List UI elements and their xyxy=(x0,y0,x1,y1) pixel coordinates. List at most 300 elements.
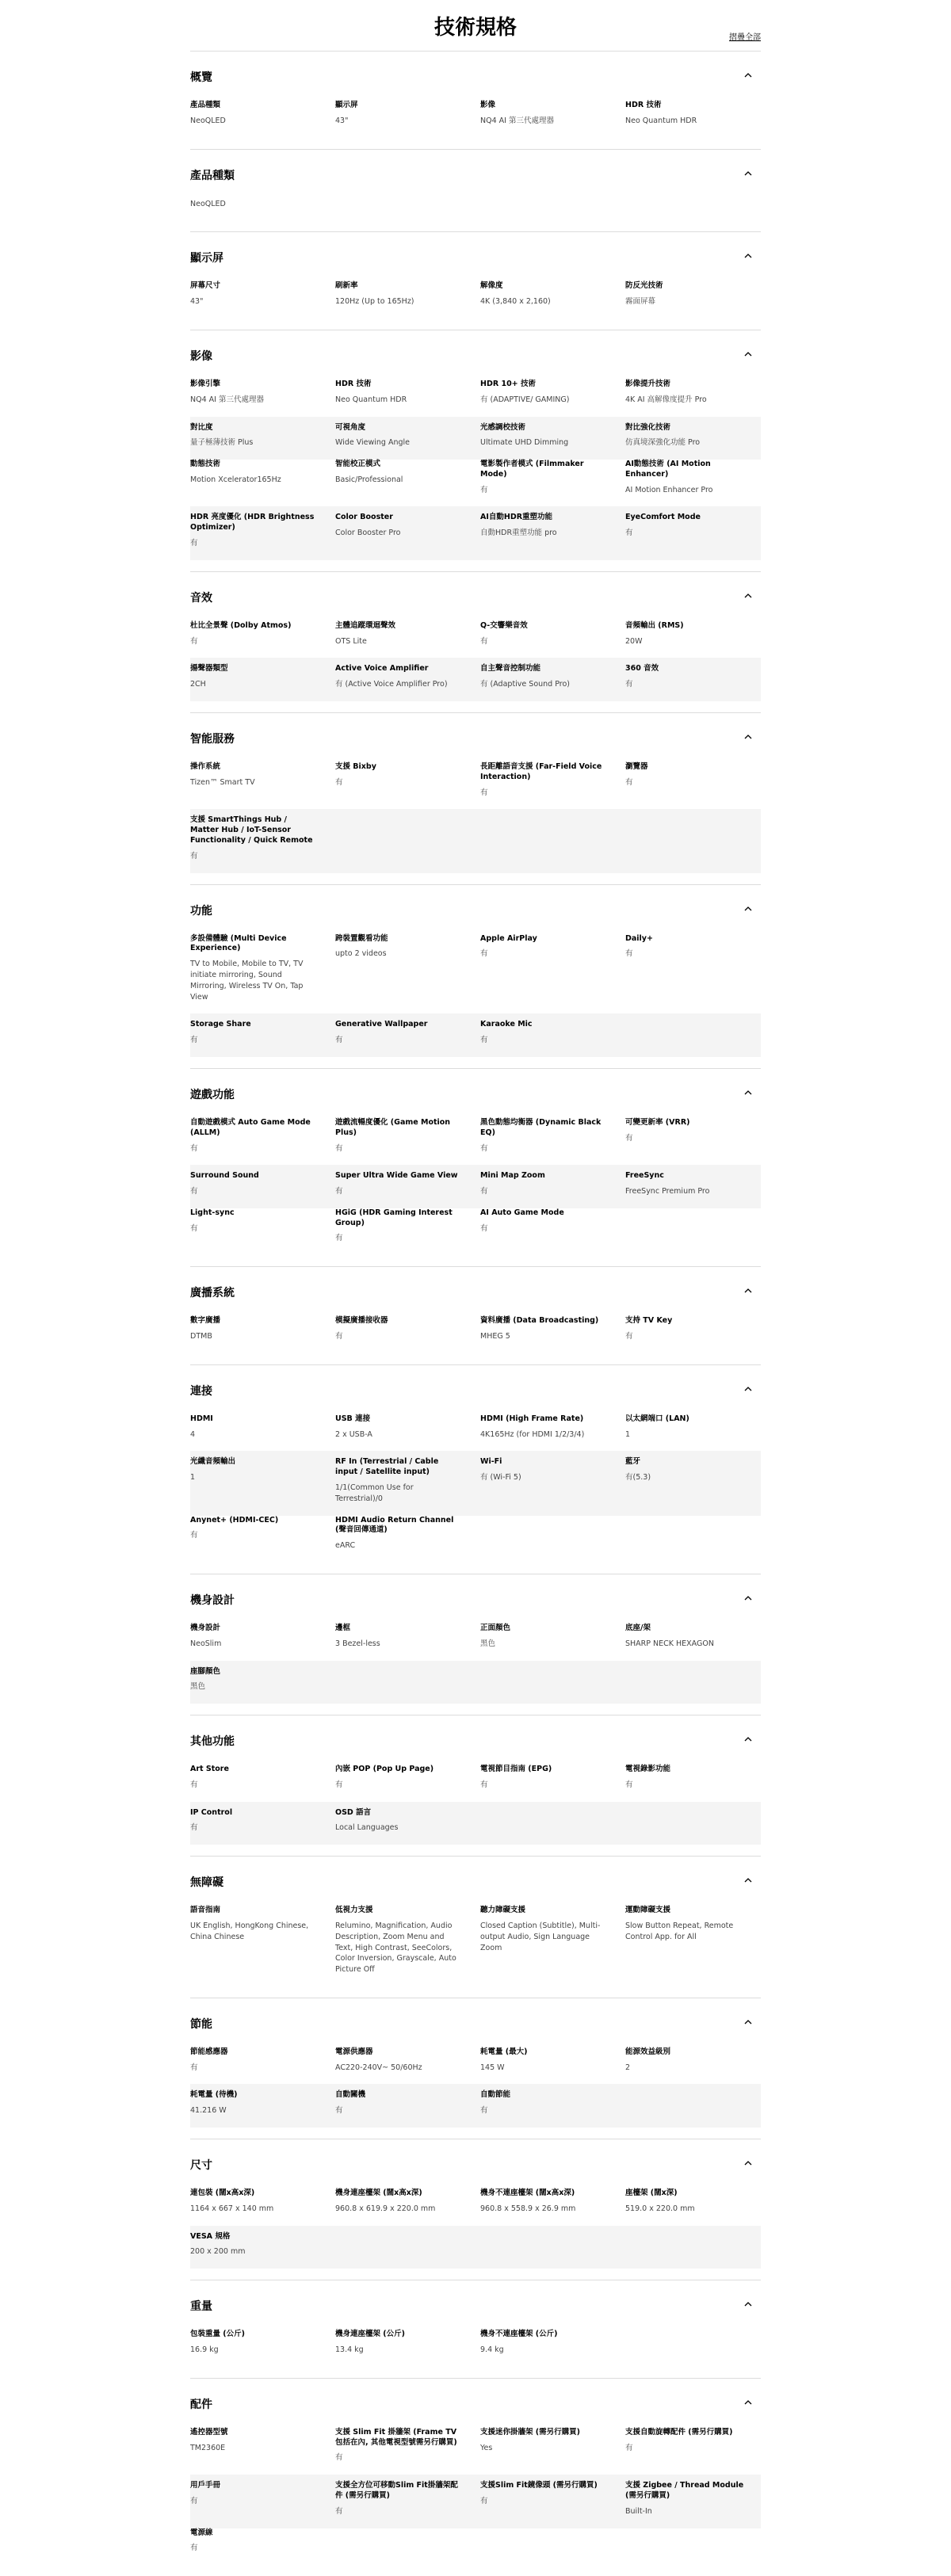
spec-item xyxy=(335,762,471,809)
spec-label: 光纖音頻輸出 xyxy=(190,1457,236,1467)
spec-label: Anynet+ (HDMI-CEC) xyxy=(190,1515,279,1525)
spec-item xyxy=(190,2189,326,2226)
spec-value: Basic/Professional xyxy=(335,475,403,484)
spec-value: 有(5.3) xyxy=(625,1473,651,1483)
spec-item xyxy=(190,1765,326,1802)
spec-value: 1 xyxy=(625,1429,631,1439)
chevron-up-icon[interactable] xyxy=(743,904,753,914)
spec-item xyxy=(480,460,616,506)
spec-label: RF In (Terrestrial / Cable input / Satellite input) xyxy=(335,1457,439,1477)
spec-item xyxy=(190,621,326,658)
spec-label: 自動遊戲模式 Auto Game Mode (ALLM) xyxy=(190,1117,311,1137)
spec-item xyxy=(480,1208,616,1255)
spec-section xyxy=(190,330,761,571)
spec-item xyxy=(480,2330,616,2367)
spec-item xyxy=(190,664,326,701)
spec-item xyxy=(190,1516,326,1563)
spec-item xyxy=(190,762,326,809)
spec-row xyxy=(190,199,761,221)
spec-item xyxy=(480,934,616,1014)
spec-row xyxy=(190,2189,761,2226)
spec-label: 連包裝 (闊x高x深) xyxy=(190,2189,255,2198)
spec-value: 有 (Wi-Fi 5) xyxy=(480,1473,521,1483)
spec-label: Karaoke Mic xyxy=(480,1020,533,1029)
spec-value: Tizen™ Smart TV xyxy=(190,777,255,787)
spec-label: Art Store xyxy=(190,1765,229,1774)
spec-value: 有 xyxy=(335,2506,343,2516)
spec-item xyxy=(190,2481,326,2528)
spec-value: 有 xyxy=(190,1823,198,1833)
spec-label: HDMI Audio Return Channel (聲音回傳通道) xyxy=(335,1515,454,1535)
spec-value: 4K AI 高解像度提升 Pro xyxy=(625,395,707,404)
spec-value: 霧面屏幕 xyxy=(625,297,656,307)
spec-row xyxy=(190,2330,761,2367)
spec-item xyxy=(625,664,761,701)
spec-value: 1 xyxy=(190,1473,196,1483)
spec-label: 對比度 xyxy=(190,422,213,432)
row-padding xyxy=(190,1165,761,1171)
section-title: 廣播系統 xyxy=(190,1287,235,1300)
spec-row xyxy=(190,1906,761,1986)
spec-label: 自主聲音控制功能 xyxy=(480,664,541,674)
spec-value: 145 W xyxy=(480,2063,505,2072)
spec-item xyxy=(480,2189,616,2226)
spec-value: 有 xyxy=(480,1036,488,1045)
spec-section xyxy=(190,1364,761,1574)
spec-item xyxy=(190,1414,326,1452)
spec-row xyxy=(190,417,761,460)
chevron-up-icon[interactable] xyxy=(743,732,753,742)
spec-value: 有 xyxy=(190,2544,198,2553)
spec-row xyxy=(190,762,761,809)
spec-row xyxy=(190,281,761,319)
spec-row xyxy=(190,1165,761,1208)
spec-label: Light-sync xyxy=(190,1208,235,1217)
spec-value: 13.4 kg xyxy=(335,2345,364,2355)
spec-item xyxy=(625,1457,761,1515)
chevron-up-icon[interactable] xyxy=(743,2299,753,2309)
spec-item xyxy=(335,423,471,460)
spec-value: 1164 x 667 x 140 mm xyxy=(190,2204,274,2213)
spec-section xyxy=(190,2280,761,2378)
spec-value: 自動HDR重塑功能 pro xyxy=(480,529,557,538)
spec-label: 遊戲流暢度優化 (Game Motion Plus) xyxy=(335,1117,451,1137)
spec-label: 防反光技術 xyxy=(625,281,663,291)
chevron-up-icon[interactable] xyxy=(743,1593,753,1603)
spec-label: AI自動HDR重塑功能 xyxy=(480,513,553,522)
spec-value: Wide Viewing Angle xyxy=(335,438,411,448)
spec-item xyxy=(335,1808,471,1845)
spec-section xyxy=(190,231,761,330)
spec-value: 有 xyxy=(190,539,198,548)
spec-value: AI Motion Enhancer Pro xyxy=(625,485,713,494)
spec-item xyxy=(625,2047,761,2085)
spec-label: 多設備體驗 (Multi Device Experience) xyxy=(190,933,287,953)
spec-item xyxy=(335,2189,471,2226)
spec-item xyxy=(480,1457,616,1515)
spec-value: 200 x 200 mm xyxy=(190,2247,246,2257)
spec-value: NQ4 AI 第三代處理器 xyxy=(190,395,264,404)
spec-label: 支援 Zigbee / Thread Module (需另行購買) xyxy=(625,2481,744,2500)
section-title: 顯示屏 xyxy=(190,252,223,265)
spec-item xyxy=(190,2232,326,2269)
spec-item xyxy=(480,762,616,809)
spec-label: HGiG (HDR Gaming Interest Group) xyxy=(335,1208,453,1227)
spec-item xyxy=(335,1118,471,1165)
spec-label: 主體追蹤環迴聲效 xyxy=(335,620,396,630)
spec-section xyxy=(190,884,761,1068)
spec-item xyxy=(625,380,761,417)
chevron-up-icon[interactable] xyxy=(743,2398,753,2407)
spec-label: AI動態技術 (AI Motion Enhancer) xyxy=(625,460,711,479)
section-title: 影像 xyxy=(190,349,212,363)
spec-item xyxy=(190,1118,326,1165)
section-title: 尺寸 xyxy=(190,2159,212,2173)
spec-item xyxy=(625,1118,761,1165)
spec-label: 正面顏色 xyxy=(480,1623,511,1632)
spec-row xyxy=(190,1316,761,1353)
spec-value: 4K (3,840 x 2,160) xyxy=(480,297,551,307)
spec-item xyxy=(480,621,616,658)
spec-label: HDMI (High Frame Rate) xyxy=(480,1414,584,1423)
spec-label: 低視力支援 xyxy=(335,1906,373,1915)
spec-value: 量子極薄技術 Plus xyxy=(190,438,254,448)
spec-item xyxy=(480,2481,616,2528)
spec-value: 9.4 kg xyxy=(480,2345,504,2355)
spec-item xyxy=(190,1457,326,1515)
spec-section xyxy=(190,1574,761,1715)
spec-item xyxy=(480,1316,616,1353)
spec-label: 運動障礙支援 xyxy=(625,1906,671,1915)
spec-label: 光感調校技術 xyxy=(480,422,526,432)
chevron-up-icon[interactable] xyxy=(743,591,753,601)
spec-row xyxy=(190,2475,761,2528)
spec-row xyxy=(190,1765,761,1802)
spec-label: Q-交響樂音效 xyxy=(480,620,528,630)
spec-item xyxy=(625,460,761,506)
spec-item xyxy=(335,1020,471,1057)
spec-label: 模擬廣播接收器 xyxy=(335,1316,388,1326)
spec-item xyxy=(335,1171,471,1208)
spec-label: 能源效益級別 xyxy=(625,2047,671,2056)
spec-section xyxy=(190,1715,761,1856)
spec-label: HDR 10+ 技術 xyxy=(480,379,536,388)
chevron-up-icon[interactable] xyxy=(743,71,753,80)
row-padding xyxy=(190,658,761,664)
spec-label: 操作系統 xyxy=(190,762,221,772)
spec-value: MHEG 5 xyxy=(480,1332,510,1341)
spec-row xyxy=(190,658,761,701)
spec-item xyxy=(335,2090,471,2128)
spec-item xyxy=(625,1765,761,1802)
spec-item xyxy=(190,1208,326,1255)
chevron-up-icon[interactable] xyxy=(743,2158,753,2168)
spec-item xyxy=(335,1906,471,1986)
spec-label: 瀏覽器 xyxy=(625,762,648,772)
spec-value: 有 xyxy=(480,636,488,646)
spec-label: 用戶手冊 xyxy=(190,2481,221,2490)
spec-item xyxy=(190,934,326,1014)
spec-item xyxy=(335,2481,471,2528)
spec-item xyxy=(625,1624,761,1661)
spec-label: 內嵌 POP (Pop Up Page) xyxy=(335,1765,434,1774)
spec-value: 有 xyxy=(190,851,198,861)
spec-row xyxy=(190,2226,761,2269)
spec-item xyxy=(190,101,326,138)
spec-label: 智能校正模式 xyxy=(335,460,381,469)
spec-item xyxy=(190,2428,326,2475)
spec-label: Apple AirPlay xyxy=(480,933,537,943)
spec-label: OSD 語言 xyxy=(335,1807,372,1817)
spec-item xyxy=(190,513,326,559)
spec-label: 邊框 xyxy=(335,1623,351,1632)
spec-item xyxy=(480,2428,616,2475)
spec-row xyxy=(190,2428,761,2475)
spec-item xyxy=(480,101,616,138)
spec-value: NeoSlim xyxy=(190,1639,222,1648)
spec-item xyxy=(625,1414,761,1452)
spec-label: Color Booster xyxy=(335,513,393,522)
spec-label: 藍牙 xyxy=(625,1457,641,1467)
spec-label: 聽力障礙支援 xyxy=(480,1906,526,1915)
spec-item xyxy=(625,513,761,559)
spec-item xyxy=(480,2047,616,2085)
spec-value: 黑色 xyxy=(190,1682,206,1692)
spec-label: 支援 Slim Fit 掛牆架 (Frame TV 包括在內, 其他電視型號需另行購買) xyxy=(335,2427,457,2447)
chevron-up-icon[interactable] xyxy=(743,1088,753,1097)
spec-value: 2 x USB-A xyxy=(335,1429,372,1439)
chevron-up-icon[interactable] xyxy=(743,1384,753,1394)
spec-label: 自動節能 xyxy=(480,2090,511,2100)
spec-item xyxy=(335,1624,471,1661)
spec-item xyxy=(335,101,471,138)
spec-item xyxy=(480,2090,616,2128)
row-padding xyxy=(190,417,761,423)
spec-label: 影像 xyxy=(480,101,496,109)
spec-item xyxy=(190,1316,326,1353)
spec-value: 有 xyxy=(335,1036,343,1045)
spec-value: 4K165Hz (for HDMI 1/2/3/4) xyxy=(480,1429,585,1439)
spec-value: 有 xyxy=(190,1143,198,1153)
spec-row xyxy=(190,380,761,417)
spec-item xyxy=(480,1906,616,1986)
spec-item xyxy=(480,1765,616,1802)
spec-label: 底座/架 xyxy=(625,1623,651,1632)
spec-label: HDR 技術 xyxy=(625,101,662,109)
spec-value: 20W xyxy=(625,636,643,646)
spec-label: 支援Slim Fit鏡像頭 (需另行購買) xyxy=(480,2481,598,2490)
spec-label: 顯示屏 xyxy=(335,101,358,109)
spec-value: 1/1(Common Use for Terrestrial)/0 xyxy=(335,1483,414,1503)
spec-item xyxy=(335,664,471,701)
chevron-up-icon[interactable] xyxy=(743,251,753,261)
spec-value: NQ4 AI 第三代處理器 xyxy=(480,116,554,125)
spec-section xyxy=(190,571,761,712)
spec-label: 電源線 xyxy=(190,2528,213,2537)
spec-label: Storage Share xyxy=(190,1020,251,1029)
spec-item xyxy=(480,664,616,701)
spec-item xyxy=(190,2330,326,2367)
spec-row xyxy=(190,1661,761,1704)
spec-value: 有 xyxy=(625,949,633,959)
spec-value: 2CH xyxy=(190,680,206,689)
chevron-up-icon[interactable] xyxy=(743,1286,753,1296)
section-title: 配件 xyxy=(190,2398,212,2411)
chevron-up-icon[interactable] xyxy=(743,2017,753,2027)
spec-item xyxy=(190,380,326,417)
spec-label: VESA 規格 xyxy=(190,2231,231,2241)
spec-item xyxy=(625,281,761,319)
row-padding xyxy=(190,1451,761,1457)
spec-label: 資料廣播 (Data Broadcasting) xyxy=(480,1316,599,1326)
spec-item xyxy=(625,934,761,1014)
page-title: 技術規格 xyxy=(433,16,517,40)
spec-label: 杜比全景聲 (Dolby Atmos) xyxy=(190,620,292,630)
spec-label: 對比強化技術 xyxy=(625,422,671,432)
spec-value: 有 xyxy=(190,2496,198,2505)
spec-section xyxy=(190,51,761,149)
spec-value: Slow Button Repeat, Remote Control App. for All xyxy=(625,1922,734,1941)
spec-value: 2 xyxy=(625,2063,631,2072)
spec-value: 43" xyxy=(190,297,204,307)
spec-label: HDR 技術 xyxy=(335,379,372,388)
spec-item xyxy=(625,423,761,460)
row-padding xyxy=(190,2475,761,2481)
spec-value: 有 xyxy=(190,2063,198,2072)
spec-item xyxy=(480,513,616,559)
spec-item xyxy=(190,815,326,872)
spec-label: Daily+ xyxy=(625,933,653,943)
spec-value: 有 xyxy=(335,1143,343,1153)
spec-section xyxy=(190,1998,761,2139)
spec-value: Neo Quantum HDR xyxy=(335,395,407,404)
spec-item xyxy=(625,762,761,809)
row-padding xyxy=(190,1661,761,1667)
spec-row xyxy=(190,1624,761,1661)
spec-label: 電影製作者模式 (Filmmaker Mode) xyxy=(480,460,584,479)
spec-item xyxy=(480,281,616,319)
spec-value: 有 xyxy=(625,680,633,689)
spec-section xyxy=(190,149,761,232)
spec-item xyxy=(190,1808,326,1845)
spec-item xyxy=(335,2428,471,2475)
spec-item xyxy=(625,1316,761,1353)
row-padding xyxy=(190,1013,761,1020)
spec-value: upto 2 videos xyxy=(335,949,387,959)
spec-row xyxy=(190,506,761,559)
spec-value: 4 xyxy=(190,1429,196,1439)
chevron-up-icon[interactable] xyxy=(743,1735,753,1744)
row-padding xyxy=(190,1802,761,1808)
spec-value: Built-In xyxy=(625,2506,652,2516)
spec-value: 有 xyxy=(480,1780,488,1789)
spec-label: FreeSync xyxy=(625,1171,664,1181)
spec-value: 有 xyxy=(335,1234,343,1243)
spec-label: 遙控器型號 xyxy=(190,2427,228,2437)
spec-item xyxy=(335,2047,471,2085)
spec-value: NeoQLED xyxy=(190,116,226,125)
spec-value: 3 Bezel-less xyxy=(335,1639,380,1648)
spec-label: HDR 亮度優化 (HDR Brightness Optimizer) xyxy=(190,513,315,532)
spec-label: EyeComfort Mode xyxy=(625,513,701,522)
spec-label: 刷新率 xyxy=(335,281,358,291)
spec-value: 有 xyxy=(625,777,633,787)
spec-value: 有 (ADAPTIVE/ GAMING) xyxy=(480,395,570,404)
spec-section xyxy=(190,712,761,884)
spec-item xyxy=(625,621,761,658)
spec-item xyxy=(335,1457,471,1515)
spec-item xyxy=(625,2428,761,2475)
spec-row xyxy=(190,1802,761,1845)
spec-row xyxy=(190,1013,761,1057)
spec-item xyxy=(480,423,616,460)
section-title: 重量 xyxy=(190,2300,212,2314)
spec-label: 影像引擎 xyxy=(190,379,221,388)
spec-row xyxy=(190,1208,761,1255)
section-title: 其他功能 xyxy=(190,1735,235,1749)
spec-value: SHARP NECK HEXAGON xyxy=(625,1639,714,1648)
spec-row xyxy=(190,2528,761,2566)
chevron-up-icon[interactable] xyxy=(743,169,753,178)
collapse-all-link[interactable]: 摺疊全部 xyxy=(729,33,761,42)
spec-item xyxy=(335,1414,471,1452)
spec-value: 有 xyxy=(480,2106,488,2116)
spec-sections xyxy=(190,51,761,2576)
spec-label: 支援迷你掛牆架 (需另行購買) xyxy=(480,2427,580,2437)
spec-section xyxy=(190,1856,761,1998)
spec-row xyxy=(190,1414,761,1452)
spec-value: 有 xyxy=(335,1780,343,1789)
page-header xyxy=(0,5,951,51)
spec-item xyxy=(190,1624,326,1661)
spec-label: 自動關機 xyxy=(335,2090,366,2100)
spec-label: 可變更新率 (VRR) xyxy=(625,1117,690,1127)
spec-label: 包裝重量 (公斤) xyxy=(190,2330,245,2339)
spec-value: OTS Lite xyxy=(335,636,367,646)
spec-value: FreeSync Premium Pro xyxy=(625,1187,710,1196)
spec-item xyxy=(625,1906,761,1986)
spec-row xyxy=(190,101,761,138)
spec-value: 有 xyxy=(190,1531,198,1540)
section-title: 智能服務 xyxy=(190,733,235,746)
spec-label: 支援全方位可移動Slim Fit掛牆架配件 (需另行購買) xyxy=(335,2481,458,2500)
spec-row xyxy=(190,1451,761,1515)
spec-value: 43" xyxy=(335,116,349,125)
spec-value: 960.8 x 558.9 x 26.9 mm xyxy=(480,2204,576,2213)
spec-label: 解像度 xyxy=(480,281,503,291)
spec-item xyxy=(190,1171,326,1208)
spec-value: Closed Caption (Subtitle), Multi-output Audio, Sign Language Zoom xyxy=(480,1922,601,1952)
spec-item xyxy=(335,1316,471,1353)
spec-label: AI Auto Game Mode xyxy=(480,1208,564,1217)
spec-label: 座腳顏色 xyxy=(190,1666,221,1676)
spec-label: 黑色動態均衡器 (Dynamic Black EQ) xyxy=(480,1117,602,1137)
spec-label: 電源供應器 xyxy=(335,2047,373,2056)
spec-label: 360 音效 xyxy=(625,664,659,674)
spec-value: 有 xyxy=(480,2496,488,2505)
section-title: 產品種類 xyxy=(190,169,235,182)
spec-value: 有 xyxy=(480,485,488,494)
chevron-up-icon[interactable] xyxy=(743,349,753,359)
spec-label: 長距離語音支援 (Far-Field Voice Interaction) xyxy=(480,762,602,781)
spec-label: 支援自動旋轉配件 (需另行購買) xyxy=(625,2427,733,2437)
spec-label: 語音指南 xyxy=(190,1906,221,1915)
spec-item xyxy=(190,1020,326,1057)
spec-section xyxy=(190,2139,761,2280)
chevron-up-icon[interactable] xyxy=(743,1876,753,1885)
spec-label: HDMI xyxy=(190,1414,213,1423)
spec-value: 有 xyxy=(335,777,343,787)
